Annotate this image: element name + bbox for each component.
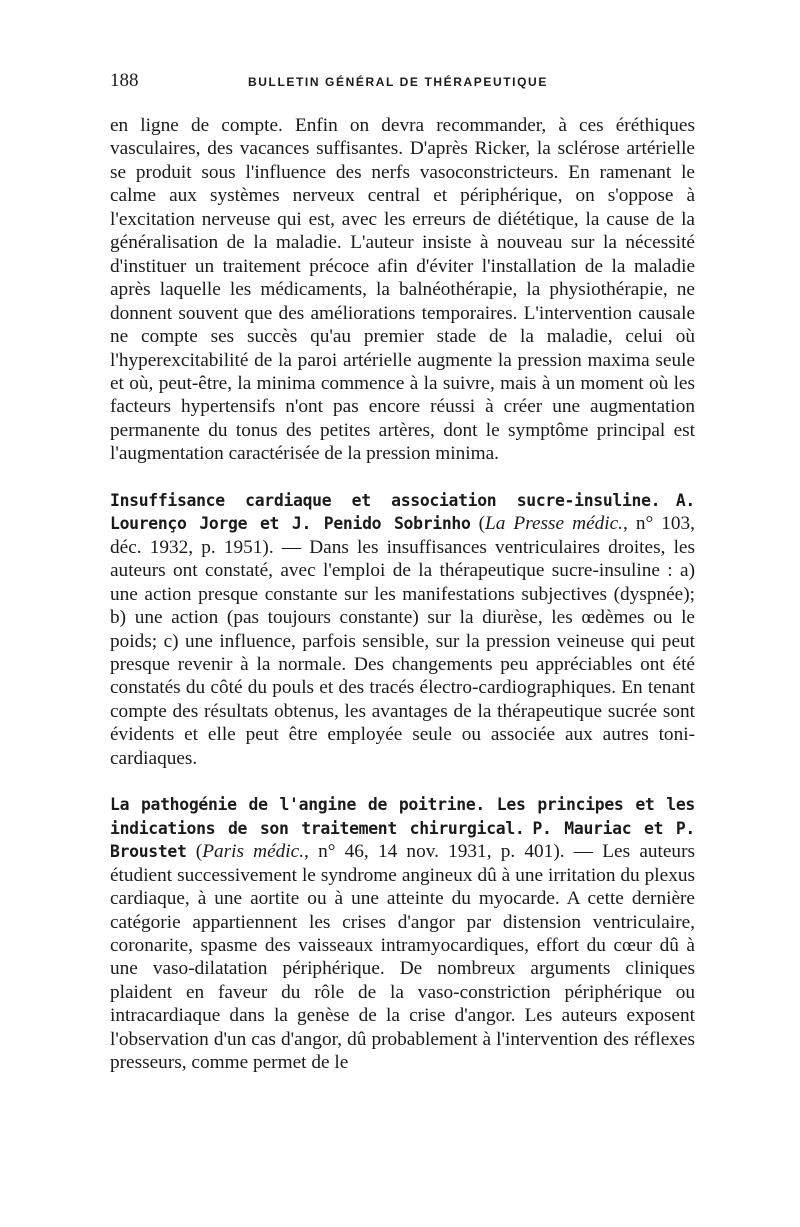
article-authors: A. Lourenço Jorge et J. Penido Sobrinho bbox=[110, 490, 695, 534]
article-title: Insuffisance cardiaque et association sucre-insuline. bbox=[110, 490, 661, 510]
article-title: La pathogénie de l'angine de poitrine. Les principes et les indications de son traitement chirurgical. bbox=[110, 795, 695, 838]
article-paragraph bbox=[110, 793, 695, 1074]
journal-title: BULLETIN GÉNÉRAL DE THÉRAPEUTIQUE bbox=[248, 75, 548, 89]
article-source: La Presse médic. bbox=[485, 513, 624, 535]
article-paragraph bbox=[110, 489, 695, 770]
page-number: 188 bbox=[110, 70, 139, 91]
article-authors: P. Mauriac et P. Broustet bbox=[110, 818, 695, 862]
article-body: — Dans les insuffisances ventriculaires droites, les auteurs ont constaté, avec l'emploi de la thérapeutique sucre-insuline : a) une action presque constante sur les manifestations subjectives (dyspnée); b) une action (pas toujours constante) sur la diurèse, les œdèmes ou le poids; c) une influence, parfois sensible, sur la pression veineuse qui peut presque revenir à la normale. Des changements peu appréciables ont été constatés du côté du pouls et des tracés électro-cardiographiques. En tenant compte des résultats obtenus, les avantages de la thérapeutique sucrée sont évidents et elle peut être employée seule ou associée aux autres toni-cardiaques. bbox=[110, 536, 695, 769]
source-open: ( bbox=[478, 513, 486, 535]
continued-paragraph-block bbox=[110, 114, 695, 466]
article-source-details: , n° 46, 14 nov. 1931, p. 401). bbox=[304, 841, 565, 863]
article-insuffisance-cardiaque bbox=[110, 489, 695, 770]
continued-paragraph: en ligne de compte. Enfin on devra recommander, à ces éréthiques vasculaires, des vacances suffisantes. D'après Ricker, la sclérose artérielle se produit sous l'influence des nerfs vasoconstricteurs. En ramenant le calme aux systèmes nerveux central et périphérique, on s'oppose à l'excitation nerveuse qui est, avec les erreurs de diététique, la cause de la généralisation de la maladie. L'auteur insiste à nouveau sur la nécessité d'instituer un traitement précoce afin d'éviter l'installation de la maladie après laquelle les médicaments, la balnéothérapie, la physiothérapie, ne donnent souvent que des améliorations temporaires. L'intervention causale ne compte ses succès qu'au premier stade de la maladie, celui où l'hyperexcitabilité de la paroi artérielle augmente la pression maxima seule et où, peut-être, la minima commence à la suivre, mais à un moment où les facteurs hypertensifs n'ont pas encore réussi à créer une augmentation permanente du tonus des petites artères, dont le symptôme principal est l'augmentation caractérisée de la pression minima. bbox=[110, 115, 695, 465]
article-source-details: , n° 103, déc. 1932, p. 1951). bbox=[110, 513, 696, 558]
article-angine-de-poitrine bbox=[110, 793, 695, 1074]
document-page bbox=[110, 70, 695, 1098]
article-body: — Les auteurs étudient successivement le syndrome angineux dû à une irritation du plexus cardiaque, à une aortite ou à une atteinte du myocarde. A cette dernière catégorie appartiennent les crises d'angor par distension ventriculaire, coronarite, spasme des vaisseaux intramyocardiques, effort du cœur dû à une vaso-dilatation périphérique. De nombreux arguments cliniques plaident en faveur du rôle de la vaso-constriction périphérique ou intracardiaque dans la genèse de la crise d'angor. Les auteurs exposent l'observation d'un cas d'angor, dû probablement à l'intervention des réflexes presseurs, comme permet de le bbox=[110, 841, 695, 1074]
running-head bbox=[110, 70, 695, 100]
source-open: ( bbox=[195, 841, 203, 863]
article-source: Paris médic. bbox=[202, 841, 305, 863]
